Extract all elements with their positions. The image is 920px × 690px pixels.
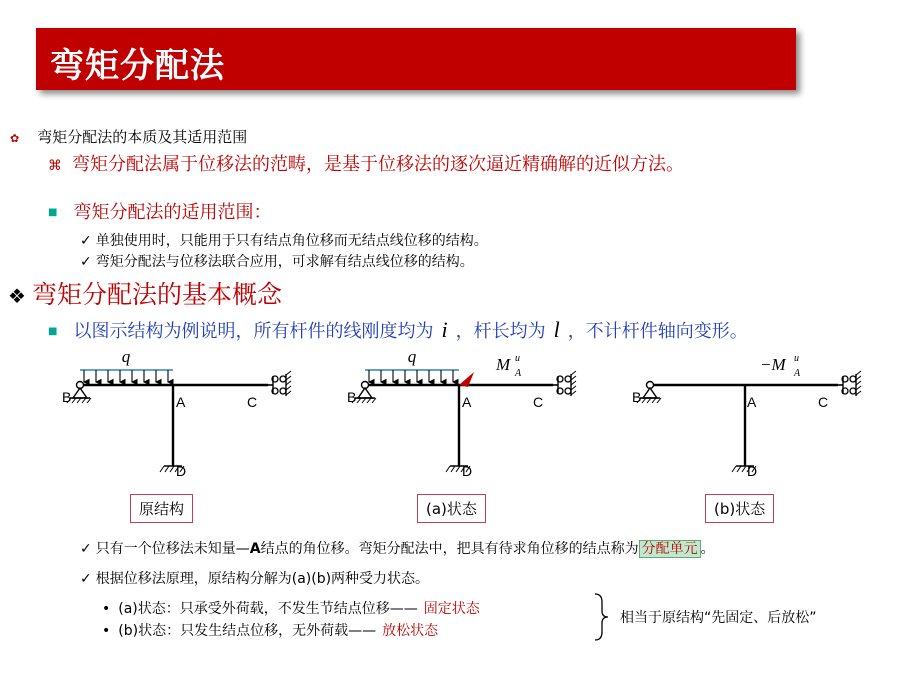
length-symbol: l xyxy=(553,317,560,342)
caption-state-a: (a)状态 xyxy=(417,494,486,523)
load-arrows xyxy=(84,370,168,382)
check-icon: ✓ xyxy=(80,233,92,249)
check-icon: ✓ xyxy=(80,541,92,557)
scope-item-text: 单独使用时，只能用于只有结点角位移而无结点线位移的结构。 xyxy=(95,233,488,249)
state-b-line xyxy=(102,620,438,640)
scope-title-line xyxy=(48,198,271,224)
released-state-text: 放松状态 xyxy=(382,623,439,639)
node-label-d: D xyxy=(747,463,758,479)
node-label-d: D xyxy=(176,463,187,479)
note-2 xyxy=(80,568,429,588)
scope-title-text: 弯矩分配法的适用范围： xyxy=(73,202,272,223)
diagram-state-a xyxy=(347,347,576,479)
node-label-c: C xyxy=(818,394,829,410)
check-icon: ✓ xyxy=(80,254,92,270)
node-label-b: B xyxy=(62,389,72,405)
load-label: q xyxy=(121,347,131,366)
intro-text-a: 以图示结构为例说明，所有杆件的线刚度均为 xyxy=(73,321,434,342)
moment-label: M xyxy=(496,355,511,374)
command-bullet-icon: ⌘ xyxy=(48,158,62,174)
essence-line xyxy=(48,150,684,176)
node-label-a: A xyxy=(176,394,186,410)
scope-item-text: 弯矩分配法与位移法联合应用，可求解有结点线位移的结构。 xyxy=(95,254,474,270)
scope-item-2 xyxy=(80,251,474,271)
section1-heading xyxy=(10,126,247,147)
node-label-b: B xyxy=(632,389,642,405)
dot-bullet-icon: • xyxy=(102,601,111,617)
intro-text-b: ，杆长均为 xyxy=(455,321,546,342)
node-label-d: D xyxy=(462,463,473,479)
caption-original: 原结构 xyxy=(130,494,193,523)
title-bar xyxy=(36,28,796,90)
state-b-text: (b)状态：只发生结点位移，无外荷载—— xyxy=(118,623,377,639)
fixed-state-text: 固定状态 xyxy=(423,601,480,617)
node-label-b: B xyxy=(347,389,357,405)
node-label-a: A xyxy=(747,394,757,410)
essence-text: 弯矩分配法属于位移法的范畴，是基于位移法的逐次逼近精确解的近似方法。 xyxy=(72,154,684,175)
equivalence-note: 相当于原结构“先固定、后放松” xyxy=(620,610,817,626)
moment-superscript: u xyxy=(794,353,799,364)
right-brace-icon xyxy=(592,592,612,642)
state-a-text: (a)状态：只承受外荷载，不发生节结点位移—— xyxy=(118,601,418,617)
scope-item-1 xyxy=(80,230,488,250)
note-1-node: A xyxy=(249,541,261,557)
note-1 xyxy=(80,538,715,558)
diamond-bullet-icon: ❖ xyxy=(8,284,26,308)
section1-heading-text: 弯矩分配法的本质及其适用范围 xyxy=(37,128,248,146)
load-label: q xyxy=(407,347,417,366)
diagram-state-b xyxy=(632,353,861,479)
distribution-unit-highlight: 分配单元 xyxy=(639,540,701,558)
moment-subscript: A xyxy=(794,368,801,379)
note-2-text: 根据位移法原理，原结构分解为(a)(b)两种受力状态。 xyxy=(95,571,430,587)
page-title: 弯矩分配法 xyxy=(50,46,225,86)
moment-subscript: A xyxy=(515,368,522,379)
node-label-a: A xyxy=(462,394,472,410)
note-1-text-c: 结点的角位移。弯矩分配法中，把具有待求角位移的结点称为 xyxy=(260,541,639,557)
caption-state-b: (b)状态 xyxy=(705,494,774,523)
moment-superscript: u xyxy=(515,353,520,364)
section2-heading xyxy=(8,275,282,311)
node-label-c: C xyxy=(247,394,258,410)
state-a-line xyxy=(102,598,480,618)
node-label-c: C xyxy=(533,394,544,410)
stiffness-symbol: i xyxy=(441,317,448,342)
section2-heading-text: 弯矩分配法的基本概念 xyxy=(31,280,282,309)
flower-bullet-icon: ✿ xyxy=(10,132,20,145)
dot-bullet-icon: • xyxy=(102,623,111,639)
square-bullet-icon: ■ xyxy=(48,326,58,337)
note-1-text-d: 。 xyxy=(700,541,715,557)
structure-diagrams xyxy=(0,340,920,500)
note-1-text-a: 只有一个位移法未知量— xyxy=(95,541,250,557)
diagram-original xyxy=(62,347,291,479)
moment-label: −M xyxy=(760,355,786,374)
check-icon: ✓ xyxy=(80,571,92,587)
intro-text-c: ，不计杆件轴向变形。 xyxy=(567,321,748,342)
square-bullet-icon: ■ xyxy=(48,207,58,218)
